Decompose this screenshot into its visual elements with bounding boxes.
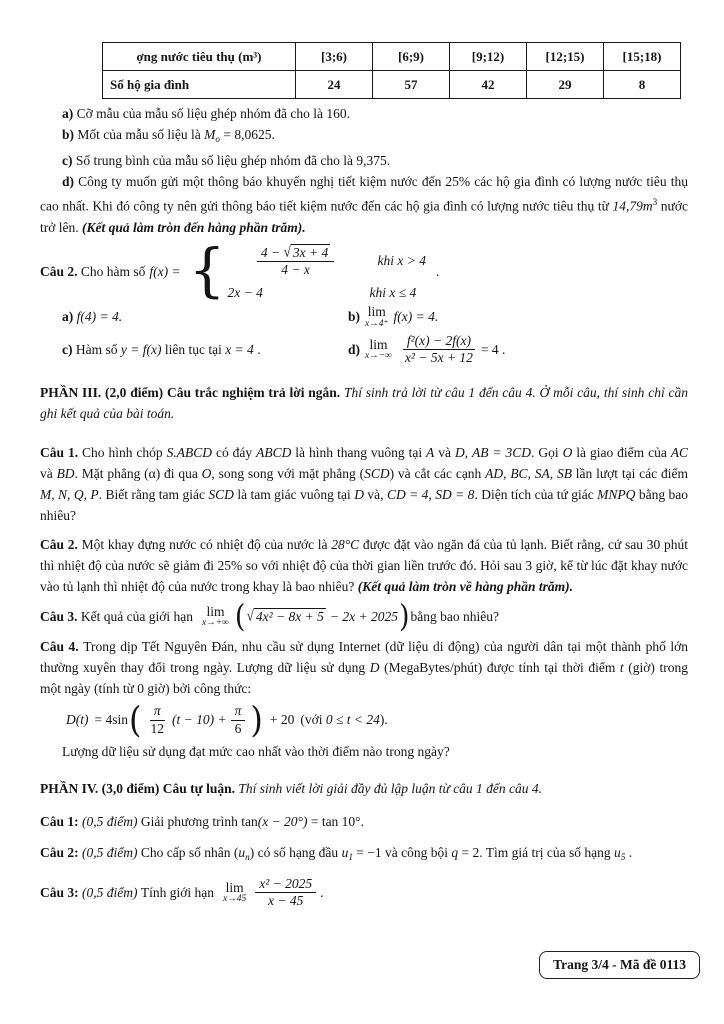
function-notation: f(x) = [149,264,181,280]
close-paren: ) [398,599,410,635]
option-d [348,333,505,366]
table-count-5: 8 [604,71,681,99]
radical-sign: √ [283,242,291,260]
q3-text-post: bằng bao nhiêu? [410,608,499,624]
option-d-equals: = 4 . [480,341,506,357]
option-b-expression: f(x) = 4. [393,309,439,325]
part3-question-3 [40,599,688,635]
table-header-row [103,43,681,71]
part3-question-4: Câu 4. Trong dịp Tết Nguyên Đán, nhu cầu sử dụng Internet (dữ liệu di động) của người dân tại một thành phố lớn thường xuyên thay đổi trong ngày. Lượng dữ liệu sử dụng D (MegaBytes/phút) được tính tại thời điểm t (giờ) trong một ngày (tính từ 0 giờ) bởi công thức: [40,639,688,697]
option-a: a) f(4) = 4. [62,309,123,325]
lim-word: lim [367,304,386,320]
sqrt-radical [246,608,325,625]
table-header-quantity: ợng nước tiêu thụ (m³) [103,43,296,71]
fraction-pi-12 [146,703,168,736]
lim-subscript: x→45 [223,894,247,905]
fraction-numerator: π [150,703,165,720]
table-data-row [103,71,681,99]
lim-subscript: x→−∞ [365,351,392,362]
lim-word: lim [206,603,225,619]
formula-lhs-var: D(t) [66,712,89,728]
formula-lhs-eq: = 4sin [94,712,128,728]
condition-1: khi x > 4 [377,252,427,268]
frequency-table [102,42,681,99]
part4-heading: PHẦN IV. (3,0 điểm) Câu tự luận. Thí sinh viết lời giải đầy đủ lập luận từ câu 1 đến câu 4. [40,780,543,796]
radicand: 4x² − 8x + 5 [255,609,324,625]
option-d-label: d) [348,341,361,357]
part4-question-2: Câu 2: (0,5 điểm) Cho cấp số nhân $(u_n)$ có số hạng đầu $u_1 = -1$ và công bội q = 2. Tìm giá trị của số hạng $u_5$ . [40,844,633,863]
formula-tail: + 20 [269,712,295,728]
part3-question-1: Câu 1. Cho hình chóp S.ABCD có đáy ABCD là hình thang vuông tại A và D, AB = 3CD. Gọi O là giao điểm của AC và BD. Mặt phẳng (α) đi qua O, song song với mặt phẳng (SCD) và cắt các cạnh AD, BC, SA, SB lần lượt tại các điểm M, N, Q, P. Biết rằng tam giác SCD là tam giác vuông tại D và, CD = 4, SD = 8. Diện tích của tứ giác MNPQ bằng bao nhiêu? [40,445,689,524]
close-paren: ) [250,699,263,742]
piecewise-brace: { [188,236,226,305]
q2-options-cd [40,333,688,366]
part3-q4-formula [66,699,688,742]
fraction-denominator: 4 − x [281,261,310,277]
q3-expression-tail: − 2x + 2025 [329,608,398,624]
statement-b: b) Mốt của mẫu số liệu là $M_o = 8,0625$. [62,127,275,145]
table-header-interval-4: [12;15) [527,43,604,71]
radical-sign: √ [246,607,254,625]
formula-mid: (t − 10) + [171,712,227,728]
part3-heading: PHẦN III. (2,0 điểm) Câu trắc nghiệm trả lời ngắn. Thí sinh trả lời từ câu 1 đến câu 4. Ở mỗi câu, thí sinh chỉ cần ghi kết quả của bài toán. [40,385,689,422]
numerator-prefix: 4 − [260,244,284,260]
condition-2: khi x ≤ 4 [369,285,417,301]
part4-question-3 [40,876,688,909]
lim-subscript: x→+∞ [202,618,229,629]
q3-text-pre: Câu 3: (0,5 điểm) Tính giới hạn [40,884,215,900]
sentence-period: . [320,884,324,900]
branch-2-expression: 2x − 4 [227,285,263,301]
fraction-denominator: x² − 5x + 12 [404,350,473,366]
piecewise-row-1 [228,244,426,278]
table-count-3: 42 [450,71,527,99]
open-paren: ( [129,699,142,742]
limit-operator [365,338,392,362]
option-b [348,305,438,329]
table-header-interval-3: [9;12) [450,43,527,71]
table-count-2: 57 [373,71,450,99]
part3-question-2: Câu 2. Một khay đựng nước có nhiệt độ của nước là 28°C được đặt vào ngăn đá của tủ lạnh. Biết rằng, cứ sau 30 phút thì nhiệt độ của nước sẽ giảm đi 25% so với nhiệt độ của thời gian liền trước đó. Hỏi sau 3 giờ, kể từ lúc đặt khay nước vào tủ lạnh thì nhiệt độ của nước trong khay là bao nhiêu? (Kết quả làm tròn về hàng phần trăm). [40,537,689,595]
open-paren: ( [234,599,246,635]
lim-word: lim [369,336,388,352]
table-header-interval-1: [3;6) [296,43,373,71]
question-2 [40,236,688,305]
page-footer-label: Trang 3/4 - Mã đề 0113 [553,957,686,972]
statement-d: d) Công ty muốn gửi một thông báo khuyến nghị tiết kiệm nước đến 25% các hộ gia đình có lượng nước tiêu thụ cao nhất. Khi đó công ty nên gửi thông báo tiết kiệm nước đến các hộ gia đình có lượng nước tiêu thụ từ $14,79m^3$ nước trở lên. (Kết quả làm tròn đến hàng phần trăm). [40,174,688,235]
lim-word: lim [225,879,244,895]
fraction [255,876,316,909]
table-count-1: 24 [296,71,373,99]
limit-operator [365,305,388,329]
fraction-denominator: 6 [234,720,242,736]
limit-operator [202,605,229,629]
table-header-interval-2: [6;9) [373,43,450,71]
statement-a: a) Cỡ mẫu của mẫu số liệu ghép nhóm đã cho là 160. [62,106,350,121]
fraction-numerator: f²(x) − 2f(x) [403,333,475,350]
part4-question-1: Câu 1: (0,5 điểm) Giải phương trình tan(x − 20°) = tan 10°. [40,813,364,829]
fraction-numerator [257,244,334,262]
table-count-4: 29 [527,71,604,99]
limit-operator [223,881,246,905]
fraction-denominator: x − 45 [268,893,304,909]
table-row-label: Số hộ gia đình [103,71,296,99]
fraction-pi-6 [231,703,246,736]
table-header-interval-5: [15;18) [604,43,681,71]
q2-options-ab [40,305,688,329]
statement-c: c) Số trung bình của mẫu số liệu ghép nhóm đã cho là 9,375. [62,153,391,169]
fraction-denominator: 12 [150,720,164,736]
page-footer [539,951,700,979]
option-b-label: b) [348,309,361,325]
fraction [401,333,477,366]
piecewise-row-2 [228,285,426,301]
question-2-intro: Câu 2. Cho hàm số [40,264,146,280]
q3-text-pre: Câu 3. Kết quả của giới hạn [40,608,193,624]
fraction-numerator: x² − 2025 [255,876,316,893]
piecewise-body [228,244,426,301]
fraction [232,244,360,278]
option-c: c) Hàm số y = f(x) liên tục tại x = 4 . [62,341,261,357]
sqrt-radical [283,244,330,261]
sentence-period: . [436,264,440,280]
radicand: 3x + 4 [292,244,329,260]
lim-subscript: x→4⁺ [365,318,389,329]
formula-condition: (với 0 ≤ t < 24). [300,712,388,728]
fraction-numerator: π [231,703,246,720]
part3-q4-closing: Lượng dữ liệu sử dụng đạt mức cao nhất vào thời điểm nào trong ngày? [62,743,450,759]
